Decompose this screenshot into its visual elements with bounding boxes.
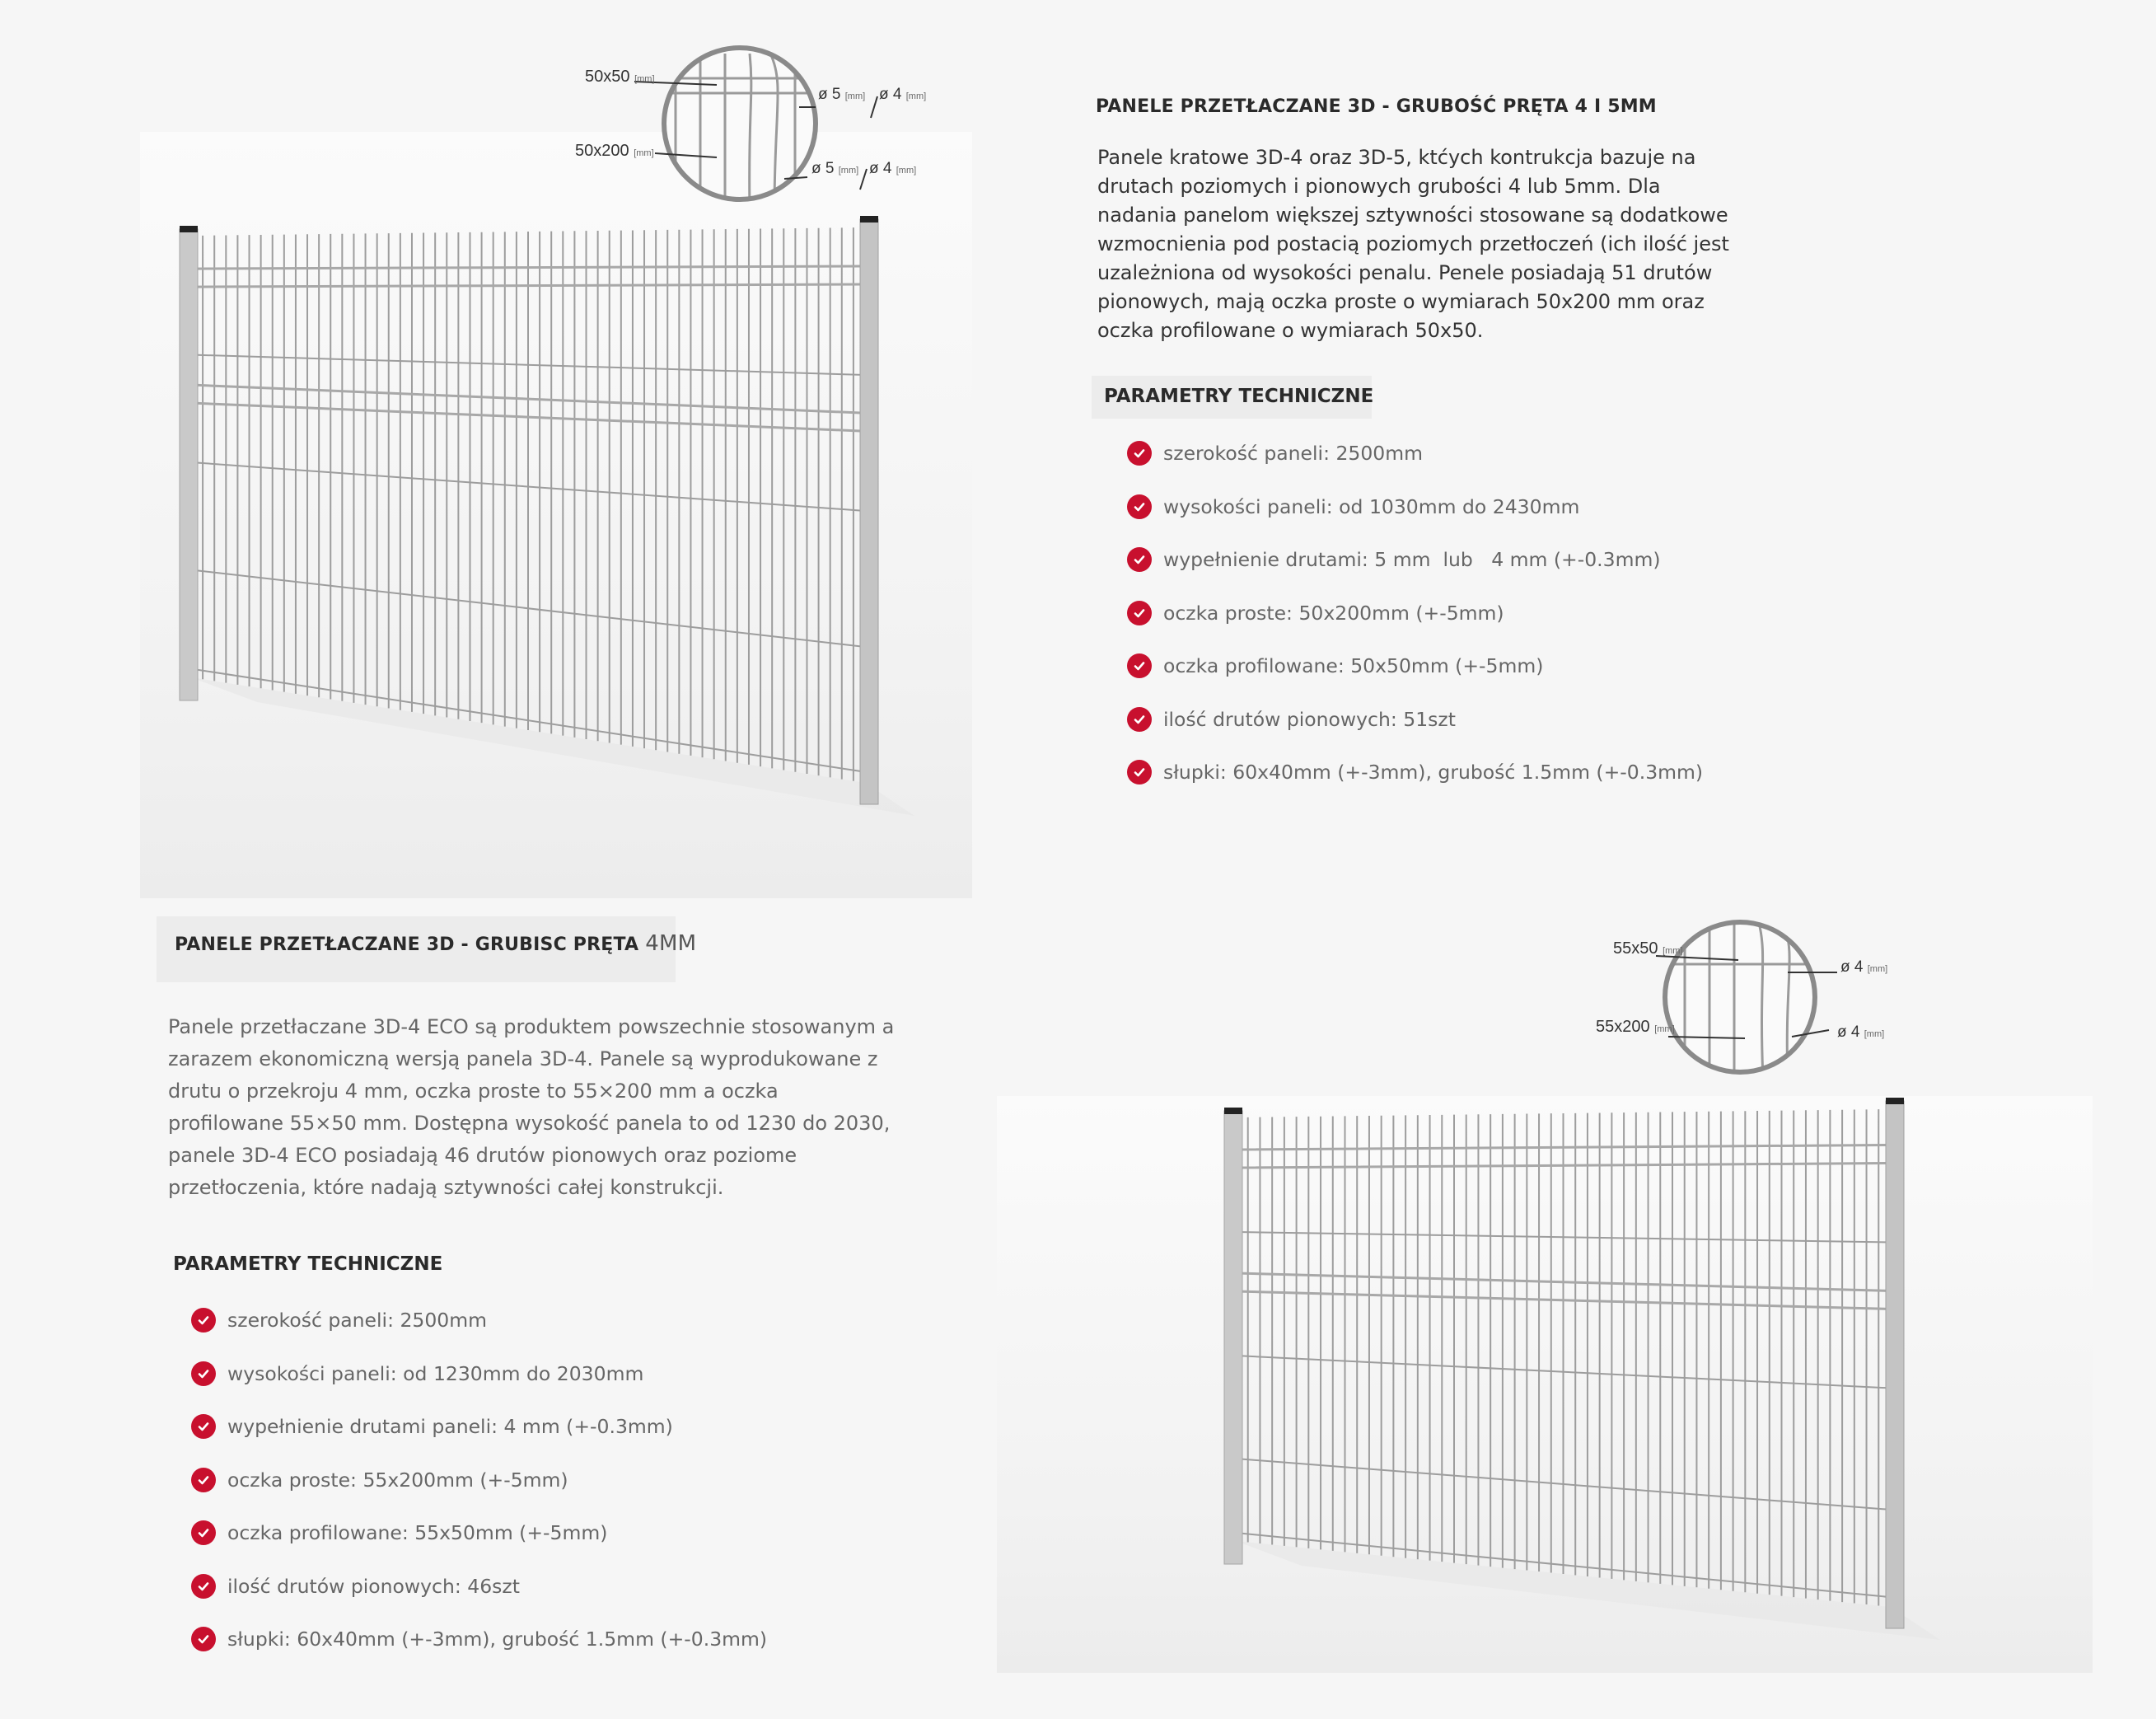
fence-illustration-top	[140, 132, 972, 898]
bottom-section-description	[168, 1011, 910, 1204]
callout-mesh-profiled-top: 50x50 [mm]	[585, 68, 655, 86]
check-circle-icon	[1127, 707, 1152, 732]
callout-mesh-profiled-bottom: 55x50 [mm]	[1613, 939, 1683, 958]
list-item: wysokości paneli: od 1030mm do 2430mm	[1127, 480, 1703, 534]
bottom-params-list	[191, 1294, 767, 1666]
top-section-description	[1097, 143, 1756, 345]
list-item: wypełnienie drutami: 5 mm lub 4 mm (+-0.3mm)	[1127, 533, 1703, 587]
top-params-heading: PARAMETRY TECHNICZNE	[1104, 386, 1374, 407]
callout-wire-bottom-top: ø 4 [mm]	[1840, 958, 1888, 976]
description-line: panele 3D-4 ECO posiadają 46 drutów pionowych oraz poziome	[168, 1144, 797, 1167]
description-line: drutach poziomych i pionowych grubości 4 lub 5mm. Dla	[1097, 175, 1661, 198]
description-line: drutu o przekroju 4 mm, oczka proste to 55×200 mm a oczka	[168, 1080, 779, 1103]
fence-photo-bottom	[997, 1096, 2093, 1673]
check-circle-icon	[1127, 760, 1152, 785]
check-circle-icon	[191, 1414, 216, 1439]
check-circle-icon	[191, 1361, 216, 1386]
list-item: ilość drutów pionowych: 51szt	[1127, 693, 1703, 747]
fence-illustration-bottom	[997, 1096, 2093, 1673]
callout-wire-top-b: ø 4 [mm]	[879, 86, 927, 103]
description-line: Panele przetłaczane 3D-4 ECO są produktem powszechnie stosowanym a	[168, 1015, 895, 1038]
list-item: wypełnienie drutami paneli: 4 mm (+-0.3mm)	[191, 1400, 767, 1454]
description-line: wzmocnienia pod postacią poziomych przetłoczeń (ich ilość jest	[1097, 232, 1729, 255]
list-item: oczka proste: 55x200mm (+-5mm)	[191, 1454, 767, 1507]
check-circle-icon	[1127, 547, 1152, 572]
bottom-section-title: PANELE PRZETŁACZANE 3D - GRUBISC PRĘTA 4MM	[175, 931, 697, 956]
list-item: szerokość paneli: 2500mm	[191, 1294, 767, 1347]
list-item: słupki: 60x40mm (+-3mm), grubość 1.5mm (+-0.3mm)	[1127, 746, 1703, 799]
list-item: wysokości paneli: od 1230mm do 2030mm	[191, 1347, 767, 1401]
list-item: oczka profilowane: 55x50mm (+-5mm)	[191, 1506, 767, 1560]
check-circle-icon	[191, 1574, 216, 1599]
callout-wire-bottom-bottom: ø 4 [mm]	[1837, 1023, 1885, 1041]
check-circle-icon	[191, 1627, 216, 1651]
list-item: ilość drutów pionowych: 46szt	[191, 1560, 767, 1614]
check-circle-icon	[1127, 494, 1152, 519]
description-line: przetłoczenia, które nadają sztywności całej konstrukcji.	[168, 1176, 724, 1199]
top-section-title: PANELE PRZETŁACZANE 3D - GRUBOŚĆ PRĘTA 4 I 5MM	[1096, 96, 1657, 117]
check-circle-icon	[1127, 601, 1152, 625]
check-circle-icon	[191, 1468, 216, 1492]
list-item: oczka proste: 50x200mm (+-5mm)	[1127, 587, 1703, 640]
list-item: słupki: 60x40mm (+-3mm), grubość 1.5mm (+-0.3mm)	[191, 1613, 767, 1666]
callout-wire-bottom-b: ø 4 [mm]	[869, 160, 917, 177]
callout-mesh-straight-top: 50x200 [mm]	[575, 142, 654, 160]
title-suffix: 4MM	[645, 931, 697, 956]
fence-photo-top	[140, 132, 972, 898]
description-line: nadania panelom większej sztywności stosowane są dodatkowe	[1097, 204, 1728, 227]
check-circle-icon	[191, 1520, 216, 1545]
description-line: zarazem ekonomiczną wersją panela 3D-4. Panele są wyprodukowane z	[168, 1047, 878, 1070]
description-line: pionowych, mają oczka proste o wymiarach 50x200 mm oraz	[1097, 290, 1705, 313]
check-circle-icon	[1127, 653, 1152, 678]
callout-wire-bottom-a: ø 5 [mm]	[811, 160, 859, 177]
description-line: Panele kratowe 3D-4 oraz 3D-5, ktćych kontrukcja bazuje na	[1097, 146, 1696, 169]
bottom-params-heading: PARAMETRY TECHNICZNE	[173, 1253, 443, 1275]
check-circle-icon	[1127, 441, 1152, 466]
description-line: profilowane 55×50 mm. Dostępna wysokość panela to od 1230 do 2030,	[168, 1112, 891, 1135]
check-circle-icon	[191, 1308, 216, 1333]
list-item: szerokość paneli: 2500mm	[1127, 427, 1703, 480]
description-line: oczka profilowane o wymiarach 50x50.	[1097, 319, 1484, 342]
callout-mesh-straight-bottom: 55x200 [mm]	[1596, 1018, 1675, 1036]
description-line: uzależniona od wysokości penalu. Penele posiadają 51 drutów	[1097, 261, 1713, 284]
top-params-list	[1127, 427, 1703, 799]
list-item: oczka profilowane: 50x50mm (+-5mm)	[1127, 639, 1703, 693]
callout-wire-top-a: ø 5 [mm]	[818, 86, 866, 103]
